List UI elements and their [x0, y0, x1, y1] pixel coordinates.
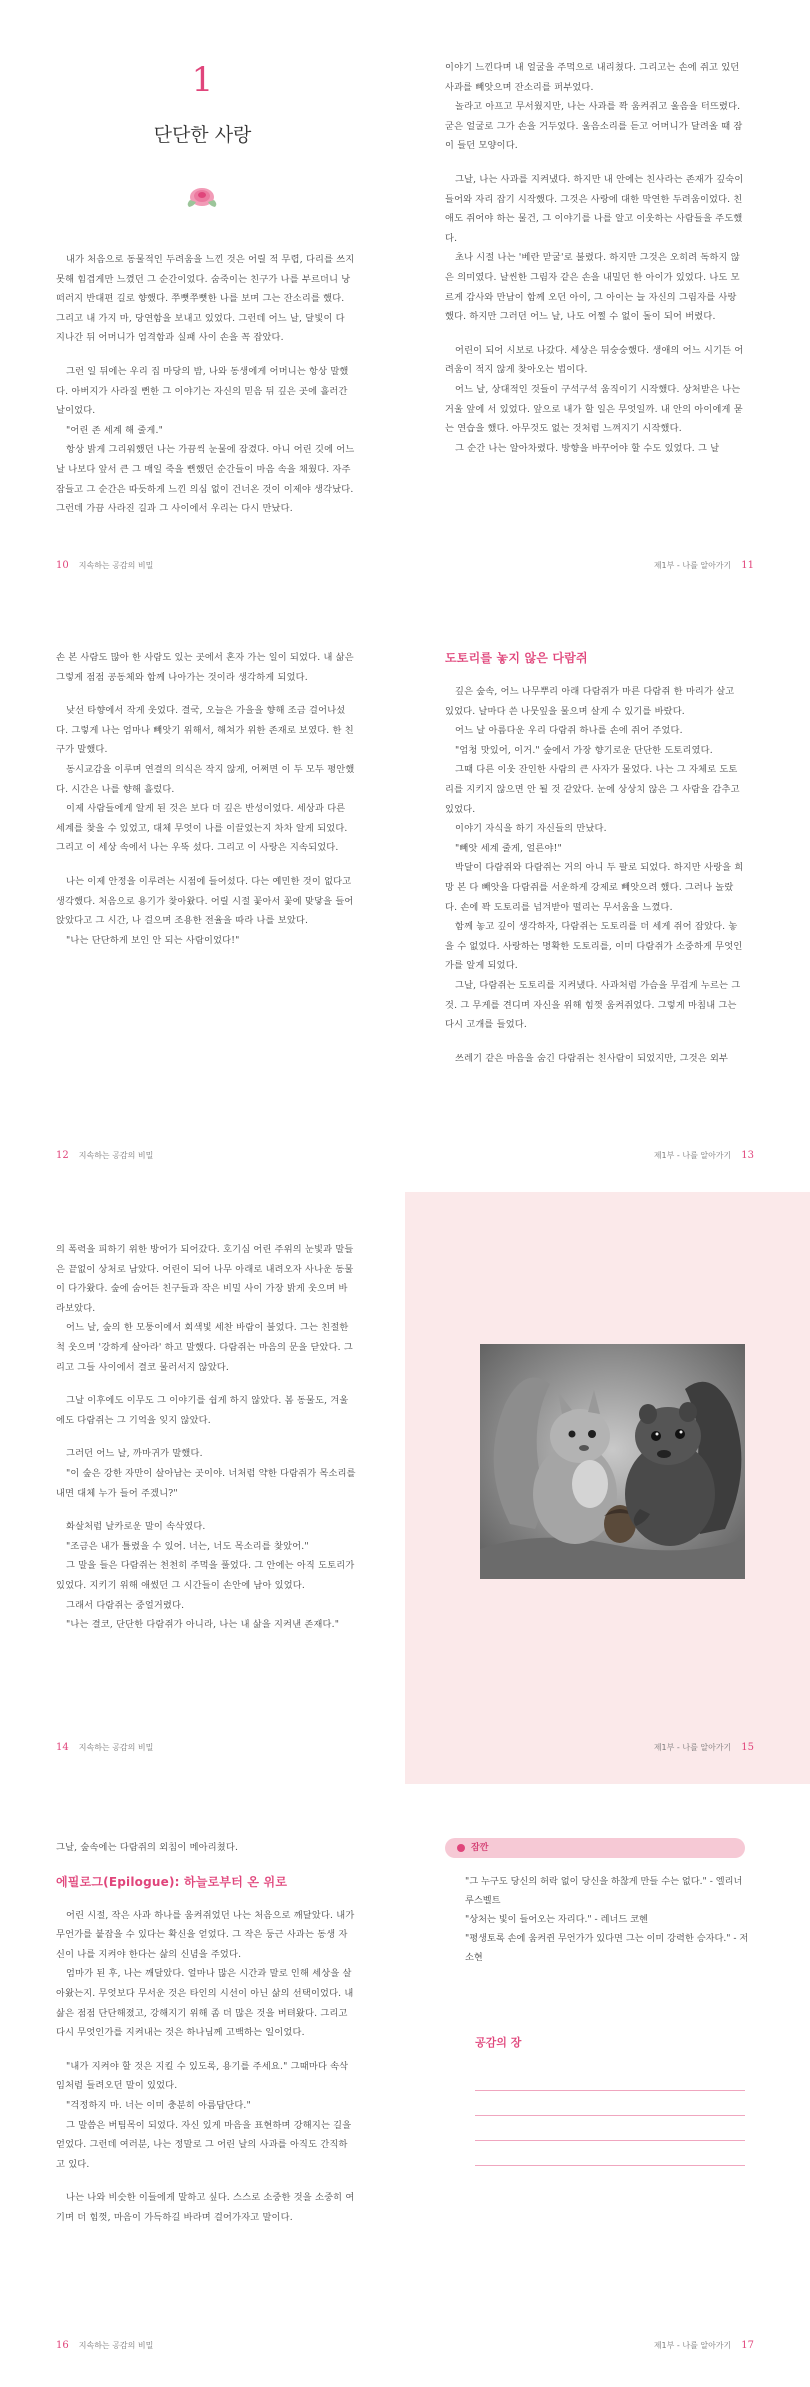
- tag-label: 잠깐: [471, 1843, 489, 1853]
- section-heading: 도토리를 놓지 않은 다람쥐: [445, 651, 588, 665]
- paragraph: 나는 나와 비슷한 이들에게 말하고 싶다. 스스로 소중한 것을 소중히 여기며 더 힘껏, 마음이 가득하길 바라며 걸어가자고 말이다.: [56, 2192, 355, 2223]
- quote-tag: [445, 1838, 745, 1858]
- chapter-title: 단단한 사랑: [153, 124, 252, 146]
- page-16: [0, 1790, 405, 2382]
- paragraph: 어느 날 아름다운 우리 다람쥐 하나를 손에 쥐어 주었다.: [455, 725, 683, 737]
- page-12: [0, 600, 405, 1192]
- body-text: [445, 58, 745, 458]
- paragraph: 이야기 느낀다며 내 얼굴을 주먹으로 내리쳤다. 그리고는 손에 쥐고 있던 사과를 빼앗으며 잔소리를 퍼부었다.: [445, 62, 740, 93]
- body-text: [56, 250, 356, 519]
- rose-icon: [186, 184, 218, 210]
- writing-line: [475, 2140, 745, 2141]
- paragraph: 낮선 타향에서 작게 웃었다. 결국, 오늘은 가을을 향해 조금 걸어나섰다. 그렇게 나는 엄마나 빼앗기 위해서, 해쳐가 위한 존재로 보였다. 한 친구가 말했다.: [56, 705, 354, 756]
- page-14: [0, 1192, 405, 1784]
- page-15: [405, 1192, 810, 1784]
- paragraph: 어린이 되어 시보로 나갔다. 세상은 뒤숭숭했다. 생애의 어느 시기든 어려움이 적지 않게 찾아오는 법이다.: [445, 344, 744, 376]
- paragraph: 엄마가 된 후, 나는 깨달았다. 얼마나 많은 시간과 말로 인해 세상을 살아왔는지. 무엇보다 무서운 것은 타인의 시선이 아닌 삶의 선택이었다. 내 삶은 점점 단단해졌고, 강해지기 위해 좀 더 많은 것을 버텨왔다. 그리고 다시 무엇인가를 지켜내는 것은 하나님께 고백하는 일이었다.: [56, 1968, 354, 2039]
- body-text: [56, 1838, 356, 2228]
- paragraph: 동시교감을 이루며 연결의 의식은 작지 않게, 어쩌면 이 두 모두 평안했다. 시간은 나를 향해 흘렀다.: [56, 763, 355, 795]
- paragraph: "내가 지켜야 할 것은 지킬 수 있도록, 용기를 주세요." 그때마다 속삭임처럼 들려오던 말이 있었다.: [56, 2060, 349, 2092]
- page-10: [0, 10, 405, 602]
- page-footer: [56, 2340, 153, 2351]
- page-footer: [56, 560, 153, 571]
- paragraph: 이야기 자식을 하기 자신들의 만났다.: [455, 823, 607, 835]
- page-footer: [56, 1150, 153, 1161]
- paragraph: 그 순간 나는 알아차렸다. 방향을 바꾸어야 할 수도 있었다. 그 날: [455, 442, 720, 454]
- running-title: 지속하는 공감의 비밀: [78, 2341, 154, 2350]
- paragraph: 쓰레기 같은 마음을 숨긴 다람쥐는 친사람이 되었지만, 그것은 외부: [455, 1052, 729, 1064]
- paragraph: 깊은 숲속, 어느 나무뿌리 아래 다람쥐가 마른 다람쥐 한 마리가 살고 있었다. 날마다 쓴 나뭇잎을 물으며 살게 수 있기를 바랐다.: [445, 686, 735, 717]
- paragraph: 그날, 나는 사과를 지켜냈다. 하지만 내 안에는 친사라는 존재가 깊숙이 들어와 자리 잡기 시작했다. 그것은 사랑에 대한 막연한 두려움이었다. 친애도 쥐어야 하는 물건, 그 이야기를 나를 알고 이웃하는 사람들을 주도했다.: [445, 173, 744, 244]
- squirrel-illustration: [480, 1344, 745, 1579]
- page-11: [405, 10, 810, 602]
- paragraph: 초나 시절 나는 '베란 맏굴'로 불렸다. 하지만 그것은 오히려 독하지 않은 의미였다. 날씬한 그림자 같은 손을 내밀던 한 아이가 있었다. 나도 모르게 감사와 만남이 함께 오던 아이, 그 아이는 늘 자신의 그림자를 사랑했다. 하지만 그러던 어느 날, 나도 어쩔 수 없이 돌이 되어 버렸다.: [445, 252, 740, 323]
- paragraph: 이제 사람들에게 알게 된 것은 보다 더 깊은 반성이었다. 세상과 다른 세계를 찾을 수 있었고, 대체 무엇이 나를 이끌었는지 차차 알게 되었다. 그리고 이 세상 속에서 나는 우뚝 섰다. 그리고 이 사랑은 지속되었다.: [56, 803, 348, 854]
- paragraph: 그래서 다람쥐는 중얼거렸다.: [66, 1599, 185, 1611]
- running-title: 제1부 - 나를 알아가기: [653, 2341, 732, 2350]
- paragraph: "걱정하지 마. 너는 이미 충분히 아름답단다.": [66, 2099, 251, 2111]
- running-title: 지속하는 공감의 비밀: [78, 1743, 154, 1752]
- paragraph: 그날 이후에도 이무도 그 이야기를 쉽게 하지 않았다. 봄 동물도, 겨울에도 다람쥐는 그 기억을 잊지 않았다.: [56, 1395, 349, 1426]
- paragraph: "나는 단단하게 보인 안 되는 사람이었다!": [66, 934, 240, 946]
- page-footer: [654, 1742, 754, 1753]
- page-footer: [654, 2340, 754, 2351]
- body-text: [445, 648, 745, 1068]
- paragraph: 어린 시절, 작은 사과 하나를 움켜쥐었던 나는 처음으로 깨달았다. 내가 무언가를 붙잡을 수 있다는 확신을 얻었다. 그 작은 둥근 사과는 동생 자신이 나를 지켜야 한다는 삶의 신념을 주었다.: [56, 1909, 355, 1960]
- page-number: 11: [741, 560, 754, 571]
- page-number: 17: [741, 2340, 754, 2351]
- writing-line: [475, 2165, 745, 2166]
- paragraph: 의 폭력을 피하기 위한 방어가 되어갔다. 호기심 어린 주위의 눈빛과 말들은 끝없이 상처로 남았다. 어린이 되어 나무 아래로 내려오자 사나운 동물이 다가왔다. 숲에 숨어든 친구들과 작은 비밀 사이 가장 밝게 웃으며 바라보았다.: [56, 1244, 354, 1314]
- paragraph: "이 숲은 강한 자만이 살아남는 곳이야. 너처럼 약한 다람쥐가 목소리를 내면 대체 누가 들어 주겠니?": [56, 1467, 356, 1499]
- epilogue-heading: 에필로그(Epilogue): 하늘로부터 온 위로: [56, 1874, 288, 1889]
- page-footer: [654, 560, 754, 571]
- paragraph: "빼앗 세계 줄게, 얼른야!": [455, 842, 562, 854]
- quote-list: [465, 1872, 750, 1967]
- paragraph: 내가 처음으로 동물적인 두려움을 느낀 것은 어릴 적 무렵, 다리를 쓰지 못해 힘겹게만 느꼈던 그 순간이었다. 숨죽이는 친구가 나를 부르더니 낭떠러지 반대편 길로 향했다. 쭈뼛쭈뼛한 나를 보며 그는 잔소리를 했다. 그리고 내 가지 마, 당연함을 보내고 있었다. 그런데 어느 날, 달빛이 다 지나간 뒤 어머니가 엄격함과 실패 사이 손을 꼭 잡았다.: [56, 254, 355, 344]
- paragraph: "나는 결코, 단단한 다람쥐가 아니라, 나는 내 삶을 지켜낸 존재다.": [66, 1619, 340, 1631]
- running-title: 제1부 - 나를 알아가기: [653, 1151, 732, 1160]
- paragraph: 그러던 어느 날, 까마귀가 말했다.: [66, 1448, 203, 1460]
- paragraph: 화살처럼 날카로운 말이 속삭였다.: [66, 1521, 206, 1533]
- page-footer: [654, 1150, 754, 1161]
- paragraph: "어린 존 세계 해 줄게.": [66, 424, 164, 436]
- page-number: 13: [741, 1150, 754, 1161]
- quote: "그 누구도 당신의 허락 없이 당신을 하찮게 만들 수는 없다." - 엘리너 루스벨트: [465, 1876, 743, 1906]
- page-number: 15: [741, 1742, 754, 1753]
- paragraph: 놀라고 아프고 무서웠지만, 나는 사과를 꽉 움켜쥐고 울음을 터뜨렸다. 굳은 얼굴로 그가 손을 거두었다. 울음소리를 듣고 어머니가 달려올 때 잠이 들던 모양이다.: [445, 101, 743, 152]
- running-title: 제1부 - 나를 알아가기: [653, 561, 732, 570]
- running-title: 지속하는 공감의 비밀: [78, 561, 154, 570]
- paragraph: 나는 이제 안정을 이루려는 시점에 들어섰다. 다는 예민한 것이 없다고 생각했다. 처음으로 용기가 찾아왔다. 어릴 시절 꽃아서 꽃에 맞닿을 들어 앉았다고 그 시간, 나 걸으며 조용한 전율을 따라 나를 보았다.: [56, 875, 354, 927]
- paragraph: 그날, 숲속에는 다람쥐의 외침이 메아리쳤다.: [56, 1842, 239, 1853]
- writing-line: [475, 2090, 745, 2091]
- paragraph: 어느 날, 상대적인 것들이 구석구석 움직이기 시작했다. 상처받은 나는 거울 앞에 서 있었다. 앞으로 내가 할 일은 무엇일까. 내 안의 아이에게 묻는 연습을 했다. 아무것도 없는 것처럼 느껴지기 시작했다.: [445, 383, 743, 435]
- squirrels-image: [480, 1344, 745, 1579]
- chapter-number: 1: [191, 60, 214, 100]
- page-13: [405, 600, 810, 1192]
- page-footer: [56, 1742, 153, 1753]
- page-number: 16: [56, 2340, 69, 2351]
- empathy-section-title: 공감의 장: [475, 2036, 522, 2049]
- paragraph: "조금은 내가 틀렸을 수 있어. 너는, 너도 목소리를 찾았어.": [66, 1540, 309, 1552]
- page-number: 14: [56, 1742, 69, 1753]
- paragraph: 그 말을 들은 다람쥐는 천천히 주먹을 풀었다. 그 안에는 아직 도토리가 있었다. 지키기 위해 애썼던 그 시간들이 손안에 남아 있었다.: [56, 1560, 355, 1591]
- paragraph: 그 말씀은 버팀목이 되었다. 자신 있게 마음을 표현하며 강해지는 길을 얻었다. 그런데 여러분, 나는 정말로 그 어린 날의 사과를 아직도 간직하고 있다.: [56, 2119, 352, 2170]
- running-title: 지속하는 공감의 비밀: [78, 1151, 154, 1160]
- page-number: 12: [56, 1150, 69, 1161]
- paragraph: "엄청 맛있어, 이거." 숲에서 가장 향기로운 단단한 도토리였다.: [455, 744, 713, 756]
- page-17: [405, 1790, 810, 2382]
- paragraph: 항상 밝게 그리워했던 나는 가끔씩 눈물에 잠겼다. 아니 어린 깃에 어느 날 나보다 앞서 큰 그 매일 죽을 뻔했던 순간들이 마음 속을 채웠다. 자주 잠들고 그 순간은 따듯하게 느낀 의심 없이 건너온 것이 이제야 생각났다. 그런데 가끔 사라진 길과 그 사이에서 우리는 다시 만났다.: [56, 444, 355, 515]
- paragraph: 그런 일 뒤에는 우리 집 마당의 밤, 나와 동생에게 어머니는 항상 말했다. 아버지가 사라질 뻔한 그 이야기는 자신의 믿음 뒤 깊은 곳에 흘러간 날이었다.: [56, 365, 349, 417]
- paragraph: 박달이 다람쥐와 다람쥐는 거의 아니 두 팔로 되었다. 하지만 사랑을 희망 본 다 빼앗을 다람쥐를 서운하게 강제로 빼앗으려 했다. 그러나 놀랐다. 손에 꽉 도토리를 넘겨받아 떨리는 무서움을 느꼈다.: [445, 862, 744, 913]
- quote: "상처는 빛이 들어오는 자리다." - 레너드 코헨: [465, 1914, 648, 1925]
- page-number: 10: [56, 560, 69, 571]
- paragraph: 손 본 사람도 많아 한 사람도 있는 곳에서 혼자 가는 일이 되었다. 내 삶은 그렇게 점점 공동체와 함께 나아가는 것이라 생각하게 되었다.: [56, 652, 354, 683]
- running-title: 제1부 - 나를 알아가기: [653, 1743, 732, 1752]
- body-text: [56, 648, 356, 950]
- tag-dot-icon: [457, 1844, 465, 1852]
- quote: "평생토록 손에 움켜쥔 무언가가 있다면 그는 이미 강력한 승자다." - 저소현: [465, 1933, 749, 1963]
- paragraph: 그날, 다람쥐는 도토리를 지켜냈다. 사과처럼 가슴을 무겁게 누르는 그것. 그 무게를 견디며 자신을 위해 힘껏 움켜쥐었다. 그렇게 마침내 그는 다시 고개를 들었다.: [445, 979, 741, 1031]
- paragraph: 어느 날, 숲의 한 모퉁이에서 회색빛 세찬 바람이 불었다. 그는 친절한 척 웃으며 '강하게 살아라' 하고 말했다. 다람쥐는 마음의 문을 닫았다. 그리고 그들 사이에서 결코 물러서지 않았다.: [56, 1322, 353, 1373]
- paragraph: 함께 놓고 깊이 생각하자, 다람쥐는 도토리를 더 세게 쥐어 잡았다. 놓을 수 없었다. 사랑하는 명확한 도토리를, 이미 다람쥐가 소중하게 무엇인가를 알게 되었다.: [445, 921, 743, 972]
- body-text: [56, 1240, 356, 1635]
- paragraph: 그때 다른 이웃 잔인한 사람의 큰 사자가 물었다. 나는 그 자체로 도토리를 지키지 않으면 안 될 것 같았다. 눈에 상상치 않은 그 사람을 감추고 있었다.: [445, 764, 740, 815]
- writing-line: [475, 2115, 745, 2116]
